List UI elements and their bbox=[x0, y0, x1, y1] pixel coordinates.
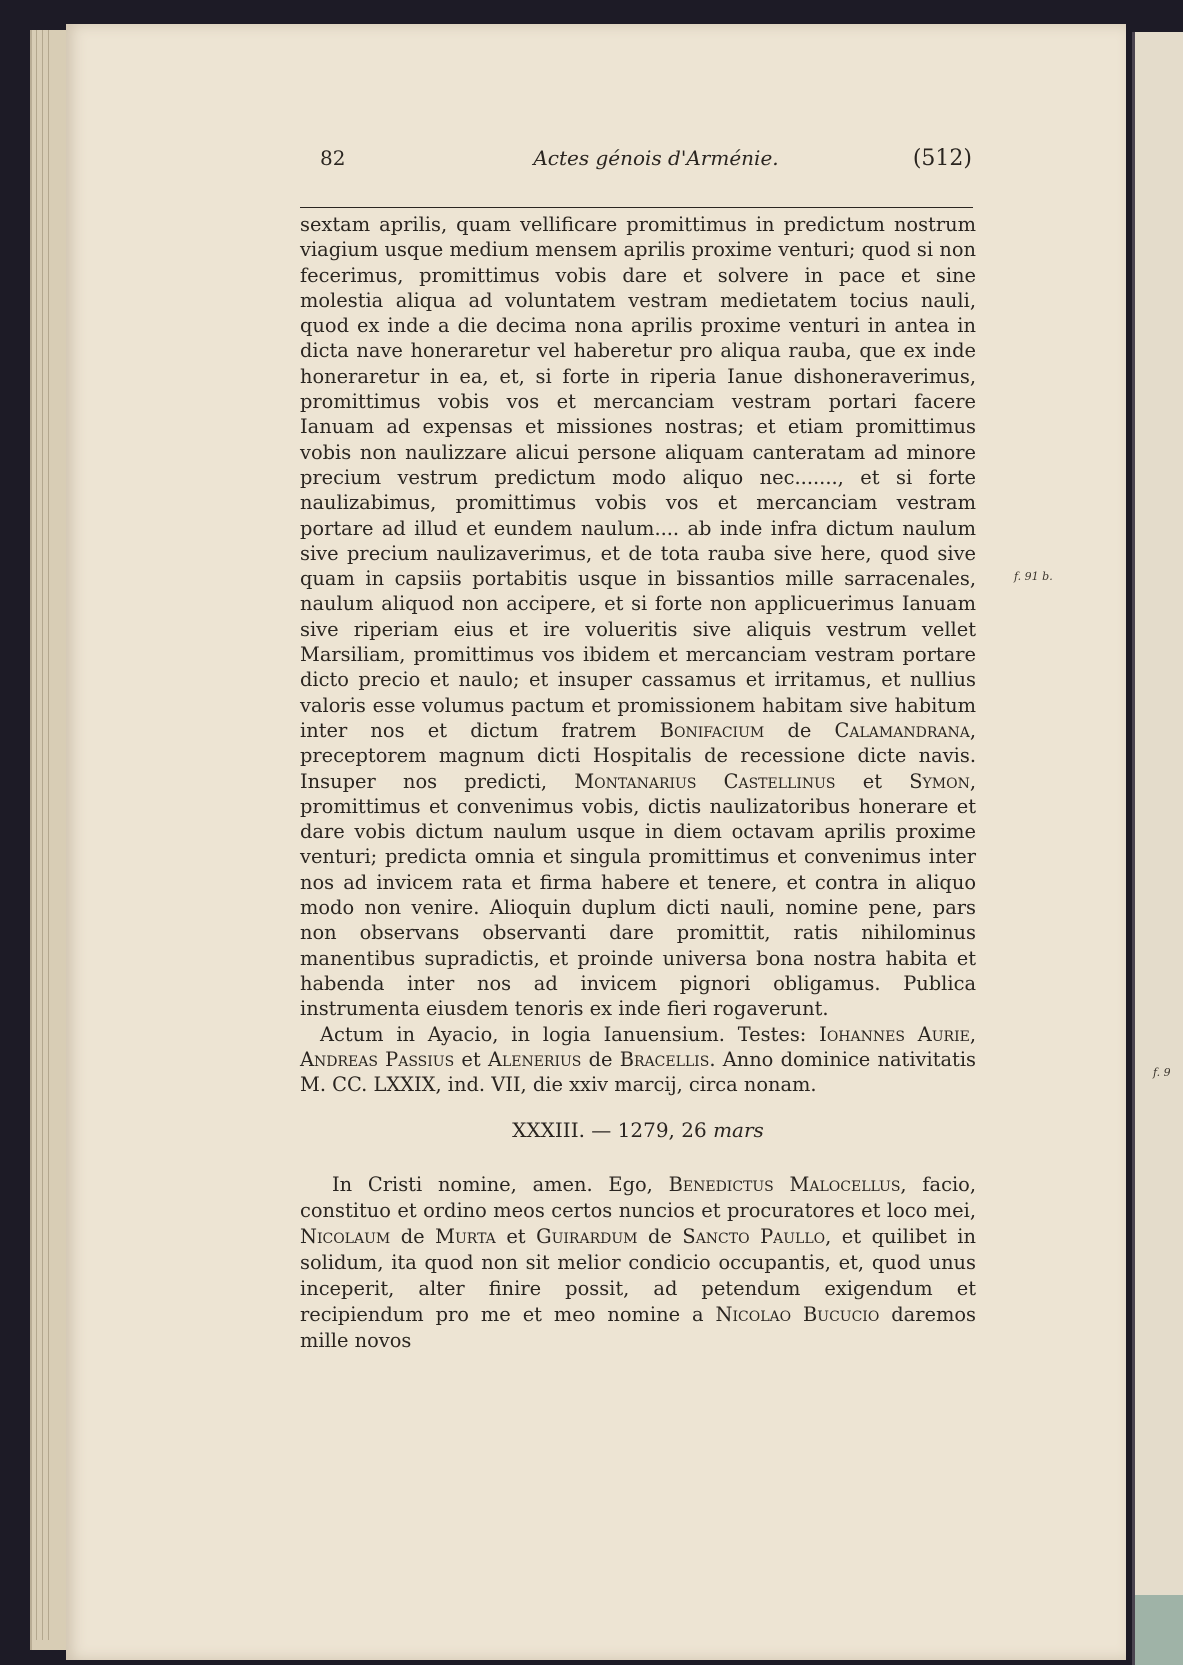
page-edge-line bbox=[36, 30, 37, 1640]
place-name: Murta bbox=[435, 1225, 496, 1248]
person-name: Nicolaum bbox=[300, 1225, 391, 1248]
text-run: et bbox=[506, 1225, 526, 1248]
text-run: In Cristi nomine, amen. Ego, bbox=[332, 1173, 653, 1196]
document-body-second bbox=[300, 1172, 976, 1354]
section-number-date: XXXIII. — 1279, 26 bbox=[512, 1118, 707, 1142]
place-name: Sancto Paullo bbox=[682, 1225, 826, 1248]
next-page-edge bbox=[1132, 32, 1183, 1665]
page-number: 82 bbox=[320, 146, 346, 170]
running-title: Actes génois d'Arménie. bbox=[533, 146, 779, 170]
person-name: Montanarius Castellinus bbox=[574, 769, 836, 793]
text-run: , bbox=[969, 1022, 976, 1046]
text-run: , preceptorem magnum dicti Hospitalis de recessione dicte navis. Insuper nos predicti, bbox=[300, 718, 977, 793]
text-run: . Anno dominice nativitatis M. CC. LXXIX, ind. VII, die xxiv marcij, circa nonam. bbox=[300, 1047, 977, 1097]
margin-note-right: f. 9 bbox=[1153, 1066, 1171, 1079]
text-run: , et quilibet in solidum, ita quod non sit melior condicio occupantis, et, quod unus inceperit, alter finire possit, ad petendum exigendum et recipiendum pro me et meo nomine a bbox=[300, 1225, 976, 1326]
text-run: et bbox=[461, 1047, 481, 1071]
page-edge-line bbox=[48, 30, 49, 1640]
text-run: et bbox=[862, 769, 883, 793]
person-name: Iohannes Aurie bbox=[819, 1022, 970, 1046]
person-name: Andreas Passius bbox=[300, 1047, 455, 1071]
margin-note-folio: f. 91 b. bbox=[1014, 570, 1053, 583]
text-run: de bbox=[588, 1047, 613, 1071]
person-name: Alenerius bbox=[487, 1047, 582, 1071]
section-month: mars bbox=[713, 1118, 764, 1142]
paragraph bbox=[300, 212, 976, 1022]
document-reference: (512) bbox=[912, 146, 972, 171]
text-run: de bbox=[400, 1225, 425, 1248]
person-name: Guirardum bbox=[536, 1225, 638, 1248]
section-heading bbox=[300, 1118, 976, 1142]
person-name: Bonifacium bbox=[659, 718, 765, 742]
page-edge-line bbox=[42, 30, 43, 1640]
text-run: sextam aprilis, quam vellificare promittimus in predictum nostrum viagium usque medium mensem aprilis proxime venturi; quod si non fecerimus, promittimus vobis dare et solvere in pace et sine molestia aliqua ad voluntatem vestram medietatem tocius nauli, quod ex inde a die decima nona aprilis proxime venturi in antea in dicta nave honeraretur vel haberetur pro aliqua rauba, que ex inde honeraretur in ea, et, si forte in riperia Ianue dishoneraverimus, promittimus vobis vos et mercanciam vestram portari facere Ianuam ad expensas et missiones nostras; et etiam promittimus vobis non naulizzare alicui persone aliquam canteratam ad minore precium vestrum predictum modo aliquo nec......., et si forte naulizabimus, promittimus vobis vos et mercanciam vestram portare ad illud et eundem naulum.... ab inde infra dictum naulum sive precium naulizaverimus, et de tota rauba sive here, quod sive quam in capsiis portabitis usque in bissantios mille sarracenales, naulum aliquod non accipere, et si forte non applicuerimus Ianuam sive riperiam eius et ire volueritis sive aliquis vestrum vellet Marsiliam, promittimus vos ibidem et mercanciam vestram portare dicto precio et naulo; et insuper cassamus et irritamus, et nullius valoris esse volumus pactum et promissionem habitam sive habitum inter nos et dictum fratrem bbox=[300, 213, 976, 742]
text-run: , promittimus et convenimus vobis, dictis naulizatoribus honerare et dare vobis dictum naulum usque in diem octavam aprilis proxime venturi; predicta omnia et singula promittimus et convenimus inter nos ad invicem rata et firma habere et tenere, et contra in aliquo modo non venire. Alioquin duplum dicti nauli, nomine pene, pars non observans observanti dare promittit, ratis nihilominus manentibus supradictis, et proinde universa bona nostra habita et habenda inter nos ad invicem pignori obligamus. Publica instrumenta eiusdem tenoris ex inde fieri rogaverunt. bbox=[300, 769, 977, 1021]
person-name: Benedictus Malocellus bbox=[668, 1173, 901, 1196]
text-run: de bbox=[648, 1225, 672, 1248]
person-name: Symon bbox=[909, 769, 970, 793]
document-body bbox=[300, 212, 976, 1097]
place-name: Bracellis bbox=[619, 1047, 710, 1071]
text-run: de bbox=[787, 718, 812, 742]
text-run: , facio, constituo et ordino meos certos nuncios et procuratores et loco mei, bbox=[300, 1173, 976, 1222]
green-tab bbox=[1135, 1595, 1183, 1665]
person-name: Nicolao Bucucio bbox=[715, 1303, 880, 1326]
paragraph bbox=[300, 1172, 976, 1354]
text-run: Actum in Ayacio, in logia Ianuensium. Testes: bbox=[320, 1022, 807, 1046]
text-run: daremos mille novos bbox=[300, 1303, 976, 1352]
place-name: Calamandrana bbox=[834, 718, 970, 742]
page-header bbox=[320, 140, 992, 200]
header-rule bbox=[300, 207, 973, 208]
paragraph bbox=[300, 1022, 976, 1098]
